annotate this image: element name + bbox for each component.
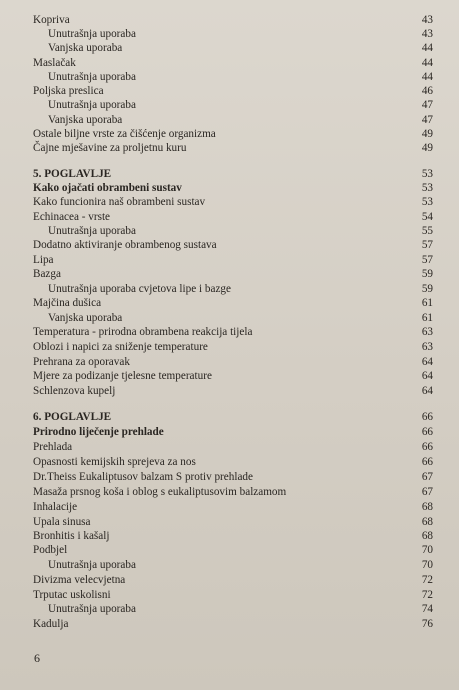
toc-entry-page: 67 <box>421 486 433 498</box>
toc-entry-title: Prehrana za oporavak <box>33 356 130 368</box>
toc-entry-title: Schlenzova kupelj <box>33 385 116 397</box>
toc-entry-page: 44 <box>421 57 433 69</box>
toc-entry-page: 64 <box>421 370 433 382</box>
toc-entry-page: 44 <box>421 71 433 83</box>
toc-entry-title: Upala sinusa <box>33 516 91 528</box>
toc-entry-title: Ostale biljne vrste za čišćenje organizma <box>33 128 216 140</box>
toc-entry-title: Oblozi i napici za sniženje temperature <box>33 341 208 353</box>
toc-entry-row <box>0 195 459 210</box>
toc-entry-page: 53 <box>421 196 433 208</box>
toc-entry-row <box>0 515 459 530</box>
toc-entry-title: Majčina dušica <box>33 297 102 309</box>
toc-entry-row <box>0 573 459 588</box>
toc-entry-page: 72 <box>421 589 433 601</box>
page-number: 6 <box>34 651 40 665</box>
toc-entry-title: Poljska preslica <box>33 85 104 97</box>
chapter-heading-row <box>0 167 459 182</box>
toc-entry-page: 64 <box>421 356 433 368</box>
toc-entry-page: 66 <box>421 441 433 453</box>
toc-entry-page: 49 <box>421 128 433 140</box>
toc-entry-title: Kako ojačati obrambeni sustav <box>33 182 182 194</box>
toc-entry-row <box>0 558 459 573</box>
toc-entry-title: 6. POGLAVLJE <box>33 411 112 423</box>
toc-entry-row <box>0 98 459 113</box>
toc-entry-title: Lipa <box>33 254 54 266</box>
toc-entry-row <box>0 485 459 500</box>
toc-entry-page: 47 <box>421 114 433 126</box>
toc-entry-page: 63 <box>421 326 433 338</box>
toc-entry-row <box>0 41 459 56</box>
toc-entry-page: 57 <box>421 239 433 251</box>
toc-entry-title: Dodatno aktiviranje obrambenog sustava <box>33 239 217 251</box>
toc-entry-page: 43 <box>421 14 433 26</box>
toc-entry-page: 54 <box>421 211 433 223</box>
toc-entry-row <box>0 296 459 311</box>
toc-entry-page: 57 <box>421 254 433 266</box>
toc-entry-title: Bronhitis i kašalj <box>33 530 110 542</box>
toc-entry-row <box>0 602 459 617</box>
toc-entry-title: Kako funcionira naš obrambeni sustav <box>33 196 206 208</box>
toc-entry-title: Vanjska uporaba <box>48 114 123 126</box>
toc-entry-page: 55 <box>421 225 433 237</box>
toc-entry-row <box>0 470 459 485</box>
toc-entry-row <box>0 369 459 384</box>
toc-entry-page: 53 <box>421 168 433 180</box>
toc-entry-title: Unutrašnja uporaba <box>48 559 136 571</box>
toc-entry-title: Trputac uskolisni <box>33 589 111 601</box>
toc-entry-title: Kopriva <box>33 14 70 26</box>
toc-entry-page: 44 <box>421 42 433 54</box>
toc-entry-page: 61 <box>421 312 433 324</box>
toc-entry-page: 70 <box>421 544 433 556</box>
toc-entry-title: Divizma velecvjetna <box>33 574 126 586</box>
toc-entry-row <box>0 210 459 225</box>
toc-entry-title: Unutrašnja uporaba <box>48 71 136 83</box>
toc-entry-page: 59 <box>421 283 433 295</box>
toc-entry-title: Masaža prsnog koša i oblog s eukaliptusovim balzamom <box>33 486 287 498</box>
toc-entry-row <box>0 543 459 558</box>
toc-entry-row <box>0 253 459 268</box>
toc-entry-row <box>0 340 459 355</box>
toc-entry-page: 67 <box>421 471 433 483</box>
toc-entry-row <box>0 13 459 28</box>
toc-entry-page: 63 <box>421 341 433 353</box>
toc-entry-title: Dr.Theiss Eukaliptusov balzam S protiv prehlade <box>33 471 253 483</box>
toc-entry-row <box>0 56 459 71</box>
toc-entry-title: Vanjska uporaba <box>48 42 123 54</box>
toc-entry-row <box>0 282 459 297</box>
toc-entry-page: 46 <box>421 85 433 97</box>
toc-entry-row <box>0 84 459 99</box>
toc-entry-page: 47 <box>421 99 433 111</box>
toc-entry-page: 76 <box>421 618 433 630</box>
toc-entry-row <box>0 384 459 399</box>
toc-entry-page: 72 <box>421 574 433 586</box>
toc-entry-page: 61 <box>421 297 433 309</box>
toc-entry-row <box>0 588 459 603</box>
toc-entry-title: Kadulja <box>33 618 69 630</box>
toc-entry-row <box>0 325 459 340</box>
toc-entry-title: Bazga <box>33 268 61 280</box>
toc-entry-title: Prirodno liječenje prehlade <box>33 426 164 438</box>
toc-entry-title: Unutrašnja uporaba <box>48 28 136 40</box>
toc-entry-page: 53 <box>421 182 433 194</box>
toc-entry-page: 64 <box>421 385 433 397</box>
toc-entry-page: 66 <box>421 456 433 468</box>
toc-entry-title: Prehlada <box>33 441 73 453</box>
toc-entry-page: 74 <box>421 603 433 615</box>
toc-entry-page: 66 <box>421 411 433 423</box>
toc-entry-title: Čajne mješavine za proljetnu kuru <box>33 142 187 154</box>
toc-entry-title: Unutrašnja uporaba cvjetova lipe i bazge <box>48 283 231 295</box>
toc-entry-title: Opasnosti kemijskih sprejeva za nos <box>33 456 196 468</box>
toc-entry-page: 68 <box>421 530 433 542</box>
toc-entry-page: 49 <box>421 142 433 154</box>
toc-entry-title: Unutrašnja uporaba <box>48 99 136 111</box>
toc-entry-row <box>0 355 459 370</box>
toc-entry-title: Echinacea - vrste <box>33 211 111 223</box>
toc-entry-row <box>0 238 459 253</box>
toc-entry-title: Vanjska uporaba <box>48 312 123 324</box>
toc-entry-page: 66 <box>421 426 433 438</box>
toc-entry-page: 68 <box>421 501 433 513</box>
toc-entry-row <box>0 500 459 515</box>
toc-entry-title: Podbjel <box>33 544 68 556</box>
toc-entry-row <box>0 440 459 455</box>
toc-entry-row <box>0 455 459 470</box>
chapter-heading-row <box>0 410 459 425</box>
toc-entry-page: 68 <box>421 516 433 528</box>
toc-entry-title: Unutrašnja uporaba <box>48 225 136 237</box>
chapter-heading-row <box>0 425 459 440</box>
chapter-heading-row <box>0 181 459 196</box>
toc-entry-title: Unutrašnja uporaba <box>48 603 136 615</box>
toc-entry-title: 5. POGLAVLJE <box>33 168 112 180</box>
toc-entry-title: Maslačak <box>33 57 76 69</box>
toc-entry-page: 59 <box>421 268 433 280</box>
toc-entry-row <box>0 529 459 544</box>
toc-entry-row <box>0 70 459 85</box>
toc-entry-row <box>0 127 459 142</box>
toc-entry-page: 70 <box>421 559 433 571</box>
toc-entry-row <box>0 141 459 156</box>
toc-entry-page: 43 <box>421 28 433 40</box>
toc-entry-row <box>0 617 459 632</box>
toc-entry-row <box>0 224 459 239</box>
toc-entry-title: Mjere za podizanje tjelesne temperature <box>33 370 212 382</box>
toc-entry-row <box>0 311 459 326</box>
toc-entry-title: Inhalacije <box>33 501 78 513</box>
toc-entry-title: Temperatura - prirodna obrambena reakcija tijela <box>33 326 253 338</box>
toc-entry-row <box>0 267 459 282</box>
toc-entry-row <box>0 113 459 128</box>
toc-entry-row <box>0 27 459 42</box>
